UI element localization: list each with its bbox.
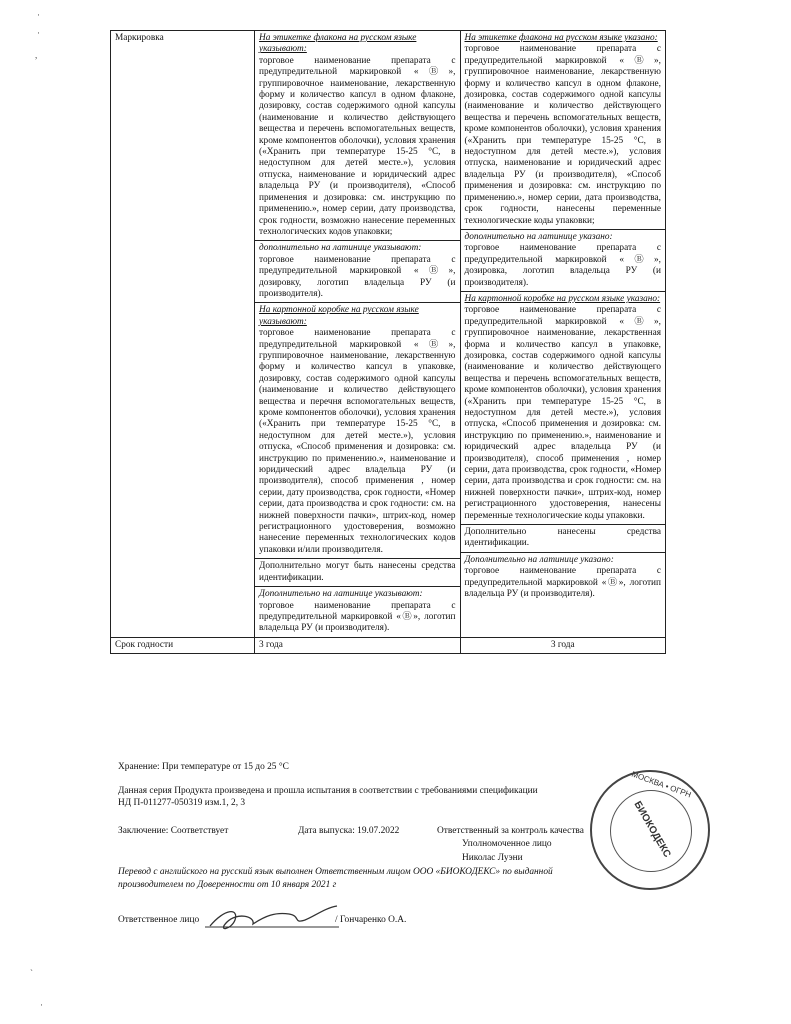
compliance-line-2: НД П-011277-050319 изм.1, 2, 3 [118, 798, 246, 808]
person-name: Николас Луэни [462, 853, 523, 863]
box-text: торговое наименование препарата с предупредительной маркировкой «Ⓑ», группировочное наименование, лекарственную форму и количество капсул в упаковке, дозировку, состав содержимого одной капсулы (наименование и количество действующего вещества и перечня вспомогательных веществ, кроме компонентов оболочки), условия хранения («Хранить при температуре 15-25 °С, в недоступном для детей месте.»), условия отпуска, «Способ применения и дозировка: см. инструкцию по применению.», наименование и юридический адрес владельца РУ (и производителя), способ применения , номер серии, дату производства, срок годности, «Номер серии, дата производства и срок годности: см. на нижней поверхности пачки», штрих-код, номер регистрационного удостоверения, возможно нанесение переменных технологических кодов упаковки и/или производителя. [259, 328, 456, 555]
box-latin-header: Дополнительно на латинице указывают: [259, 589, 423, 600]
box-header: На картонной коробке на русском языке указывают: [259, 305, 419, 327]
box-latin-text: торговое наименование препарата с предупредительной маркировкой «Ⓑ», логотип владельца РУ (и производителя). [259, 600, 456, 634]
shelf-life-row [111, 637, 666, 653]
box-extra: Дополнительно могут быть нанесены средства идентификации. [259, 561, 456, 583]
responsible-label: Ответственное лицо [118, 915, 200, 925]
bottle-latin-text-result: торговое наименование препарата с предупредительной маркировкой «Ⓑ», дозировка, логотип владельца РУ (и производителя). [464, 243, 661, 288]
translation-line-2: производителем по Доверенности от 10 января 2021 г [118, 880, 337, 890]
storage-line: Хранение: При температуре от 15 до 25 °С [118, 762, 289, 772]
shelf-life-requirement: 3 года [255, 637, 460, 653]
seal-ring-text: МОСКВА • ОГРН [630, 769, 693, 800]
marking-table [110, 30, 666, 654]
marking-label: Маркировка [111, 31, 255, 638]
scan-mark: ` [30, 968, 33, 978]
scan-mark: · [37, 28, 40, 38]
release-date: Дата выпуска: 19.07.2022 [298, 826, 400, 836]
marking-result-cell [460, 31, 666, 638]
signer-name: / Гончаренко О.А. [335, 915, 407, 925]
box-text-result: торговое наименование препарата с предупредительной маркировкой «Ⓑ», группировочное наименование, лекарственная форма и количество капсул в упаковке, дозировка, состав содержимого одной капсулы (наименование и количество действующего вещества и перечень вспомогательных веществ, кроме компонентов оболочки), условия хранения («Хранить при температуре 15-25 °С, в недоступном для детей месте.»), условия отпуска, «Способ применения и дозировка: см. инструкцию по применению.», наименование и юридический адрес владельца РУ (и производителя), способ применения , номер серии, дата производства, срок годности, «Номер серии, дата производства и срок годности: см. на нижней поверхности пачки», штрих-код, номер регистрационного удостоверения, нанесены переменные технологические коды упаковки. [464, 305, 661, 521]
bottle-header: На этикетке флакона на русском языке указывают: [259, 33, 417, 55]
shelf-life-result: 3 года [460, 637, 666, 653]
bottle-header-result: На этикетке флакона на русском языке указано: [464, 33, 658, 43]
translation-line-1: Перевод с английского на русский язык выполнен Ответственным лицом ООО «БИОКОДЕКС» по выданной [118, 867, 553, 877]
authorized-person: Уполномоченное лицо [462, 839, 552, 849]
bottle-latin-text: торговое наименование препарата с предупредительной маркировкой «Ⓑ», дозировку, логотип владельца РУ (и производителя). [259, 254, 456, 299]
bottle-latin-header: дополнительно на латинице указывают: [259, 243, 422, 254]
box-extra-result: Дополнительно нанесены средства идентификации. [464, 527, 661, 549]
bottle-latin-header-result: дополнительно на латинице указано: [464, 231, 613, 242]
scan-mark: · [40, 1000, 43, 1010]
bottle-text: торговое наименование препарата с предупредительной маркировкой «Ⓑ», группировочное наименование, лекарственную форму и количество капсул в одном флаконе, дозировку, состав содержимого одной капсулы (наименование и количество действующего вещества и перечень вспомогательных веществ, кроме компонентов оболочки), условия хранения («Хранить при температуре 15-25 °С, в недоступном для детей месте.»), условия отпуска, наименование и юридический адрес владельца РУ (и производителя), «Способ применения и дозировка: см. инструкцию по применению.», номер серии, дату производства, срок годности, возможно нанесение переменных технологических кодов упаковки; [259, 55, 456, 237]
scan-mark: , [35, 50, 38, 60]
scan-mark: · [37, 10, 40, 20]
bottle-text-result: торговое наименование препарата с предупредительной маркировкой «Ⓑ», группировочное наименование, лекарственную форму и количество капсул в одном флаконе, дозировка, состав содержимого одной капсулы (наименование и количество действующего вещества и перечень вспомогательных веществ, кроме компонентов оболочки), условия хранения («Хранить при температуре 15-25 °С, в недоступном для детей месте.»), условия отпуска, наименование и юридический адрес владельца РУ (и производителя), «Способ применения и дозировка: см. инструкцию по применению.», номер серии, дата производства, срок годности, нанесены переменные технологические коды упаковки; [464, 44, 661, 226]
marking-requirement-cell [255, 31, 460, 638]
responsible-qc: Ответственный за контроль качества [437, 826, 584, 836]
conclusion: Заключение: Соответствует [118, 826, 229, 836]
box-latin-text-result: торговое наименование препарата с предупредительной маркировкой «Ⓑ», логотип владельца РУ (и производителя). [464, 566, 661, 600]
marking-row [111, 31, 666, 638]
shelf-life-label: Срок годности [111, 637, 255, 653]
box-header-result: На картонной коробке на русском языке указано: [464, 293, 661, 304]
compliance-line-1: Данная серия Продукта произведена и прошла испытания в соответствии с требованиями спецификации [118, 786, 538, 796]
seal-center-text: БИОКОДЕКС [631, 799, 673, 860]
company-seal [590, 770, 710, 890]
handwritten-signature [205, 902, 345, 936]
box-latin-header-result: Дополнительно на латинице указано: [464, 554, 614, 565]
